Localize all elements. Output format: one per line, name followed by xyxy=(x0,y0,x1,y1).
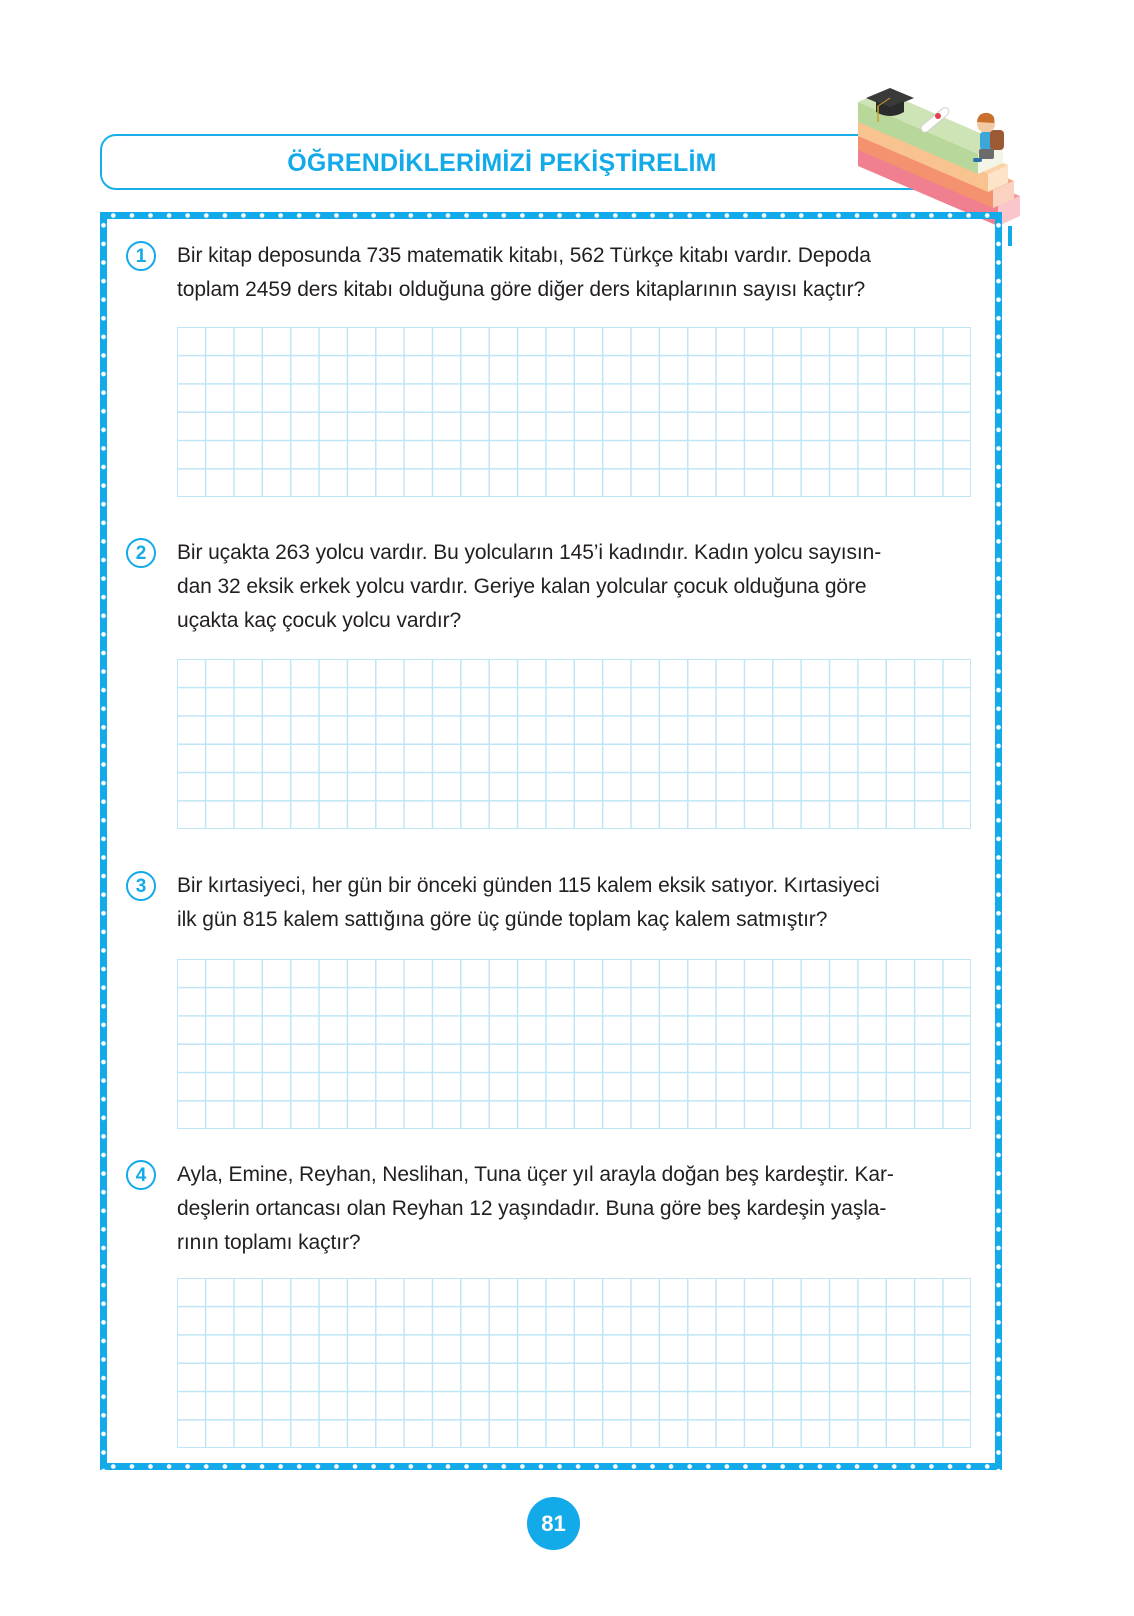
answer-grid[interactable] xyxy=(177,1278,971,1448)
question-number-badge: 4 xyxy=(126,1160,156,1190)
question-text xyxy=(177,1158,992,1260)
question-number-badge: 1 xyxy=(126,241,156,271)
question-line: rının toplamı kaçtır? xyxy=(177,1231,361,1254)
question-line: dan 32 eksik erkek yolcu vardır. Geriye kalan yolcular çocuk olduğuna göre xyxy=(177,575,867,598)
question-text xyxy=(177,239,992,307)
question-line: Bir kırtasiyeci, her gün bir önceki günden 115 kalem eksik satıyor. Kırtasiyeci xyxy=(177,874,880,897)
frame-border-left xyxy=(100,212,107,1470)
frame-border-top xyxy=(100,212,1002,219)
question-text xyxy=(177,536,992,638)
question-line: uçakta kaç çocuk yolcu vardır? xyxy=(177,609,462,632)
section-title: ÖĞRENDİKLERİMİZİ PEKİŞTİRELİM xyxy=(287,149,717,177)
question-line: Ayla, Emine, Reyhan, Neslihan, Tuna üçer yıl arayla doğan beş kardeştir. Kar- xyxy=(177,1163,894,1186)
question-line: Bir kitap deposunda 735 matematik kitabı, 562 Türkçe kitabı vardır. Depoda xyxy=(177,244,871,267)
frame-border-right xyxy=(995,212,1002,1470)
answer-grid[interactable] xyxy=(177,659,971,829)
question-number-badge: 2 xyxy=(126,538,156,568)
answer-grid[interactable] xyxy=(177,959,971,1129)
frame-border-bottom xyxy=(100,1463,1002,1470)
page-number-badge: 81 xyxy=(527,1497,580,1550)
question-line: toplam 2459 ders kitabı olduğuna göre diğer ders kitaplarının sayısı kaçtır? xyxy=(177,278,866,301)
question-line: deşlerin ortancası olan Reyhan 12 yaşındadır. Buna göre beş kardeşin yaşla- xyxy=(177,1197,887,1220)
question-line: Bir uçakta 263 yolcu vardır. Bu yolcuların 145’i kadındır. Kadın yolcu sayısın- xyxy=(177,541,882,564)
answer-grid[interactable] xyxy=(177,327,971,497)
question-number-badge: 3 xyxy=(126,871,156,901)
question-line: ilk gün 815 kalem sattığına göre üç günde toplam kaç kalem satmıştır? xyxy=(177,908,828,931)
question-text xyxy=(177,869,992,937)
